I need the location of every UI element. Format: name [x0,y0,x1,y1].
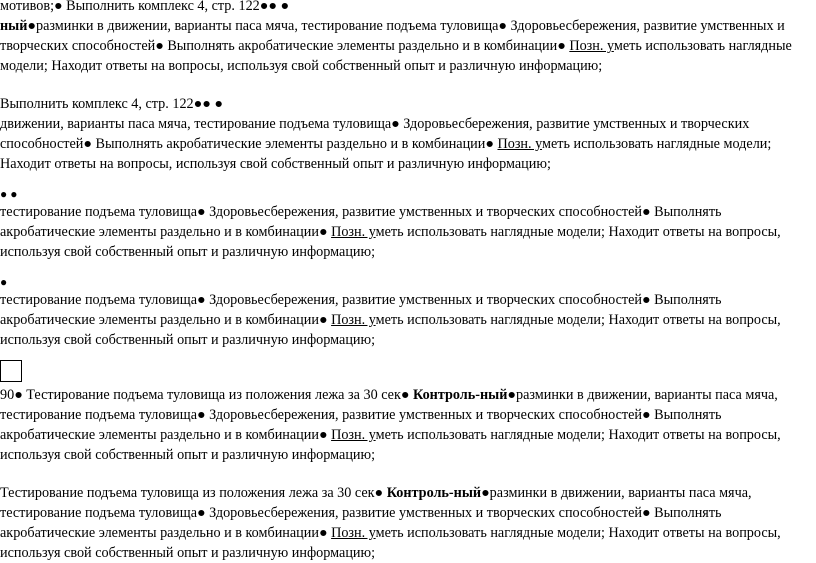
empty-checkbox-frame [0,360,22,382]
paragraph-5-tail: меть использовать наглядные модели; Находит ответы на вопросы, используя свой собственный опыт и различную информацию; [0,427,781,463]
paragraph-6-link: Позн. у [331,525,376,541]
paragraph-2-line1: Выполнить комплекс 4, стр. 122●● ● [0,96,223,112]
paragraph-5-bold-label: Контроль-ный● [412,387,516,403]
paragraph-6-text: разминки в движении, варианты паса мяча, тестирование подъема туловища● Здоровьесбережения, развитие умственных и творческих способностей● Выполнять акробатические элементы раздельно и в комбинации● [0,485,752,541]
paragraph-4-bullets: ● [0,275,8,289]
paragraph-2-link: Позн. у [497,136,543,152]
paragraph-5 [0,385,812,465]
paragraph-4-link: Позн. у [331,312,376,328]
paragraph-1-link: Позн. у [569,38,614,54]
paragraph-3-tail: меть использовать наглядные модели; Находит ответы на вопросы, используя свой собственный опыт и различную информацию; [0,224,781,260]
paragraph-6-tail: меть использовать наглядные модели; Находит ответы на вопросы, используя свой собственный опыт и различную информацию; [0,525,781,561]
paragraph-6-lead: Тестирование подъема туловища из положения лежа за 30 сек● [0,485,387,501]
paragraph-2 [0,94,812,174]
paragraph-3-link: Позн. у [331,224,376,240]
paragraph-1-line1: мотивов;● Выполнить комплекс 4, стр. 122●● ● [0,0,290,14]
paragraph-5-lead: 90● Тестирование подъема туловища из положения лежа за 30 сек● [0,387,413,403]
paragraph-1-text: разминки в движении, варианты паса мяча, тестирование подъема туловища● Здоровьесбережения, развитие умственных и творческих способностей● Выполнять акробатические элементы раздельно и в комбинации● [0,18,785,54]
paragraph-3 [0,202,812,262]
paragraph-6-bold-label: Контроль-ный● [386,485,490,501]
paragraph-1-tail: меть использовать наглядные модели; Находит ответы на вопросы, используя свой собственный опыт и различную информацию; [0,38,792,74]
paragraph-1-bold-label: ный● [0,18,36,34]
paragraph-1 [0,0,812,76]
paragraph-5-link: Позн. у [331,427,376,443]
paragraph-2-text: движении, варианты паса мяча, тестирование подъема туловища● Здоровьесбережения, развитие умственных и творческих способностей● Выполнять акробатические элементы раздельно и в комбинации● [0,116,750,152]
paragraph-4 [0,290,812,350]
paragraph-2-tail: меть использовать наглядные модели; Находит ответы на вопросы, используя свой собственный опыт и различную информацию; [0,136,772,172]
paragraph-5-text: разминки в движении, варианты паса мяча, тестирование подъема туловища● Здоровьесбережения, развитие умственных и творческих способностей● Выполнять акробатические элементы раздельно и в комбинации● [0,387,778,443]
paragraph-4-tail: меть использовать наглядные модели; Находит ответы на вопросы, используя свой собственный опыт и различную информацию; [0,312,781,348]
paragraph-3-text: тестирование подъема туловища● Здоровьесбережения, развитие умственных и творческих способностей● Выполнять акробатические элементы раздельно и в комбинации● [0,204,722,240]
paragraph-4-text: тестирование подъема туловища● Здоровьесбережения, развитие умственных и творческих способностей● Выполнять акробатические элементы раздельно и в комбинации● [0,292,722,328]
paragraph-3-bullets: ● ● [0,187,18,201]
paragraph-6 [0,483,812,563]
